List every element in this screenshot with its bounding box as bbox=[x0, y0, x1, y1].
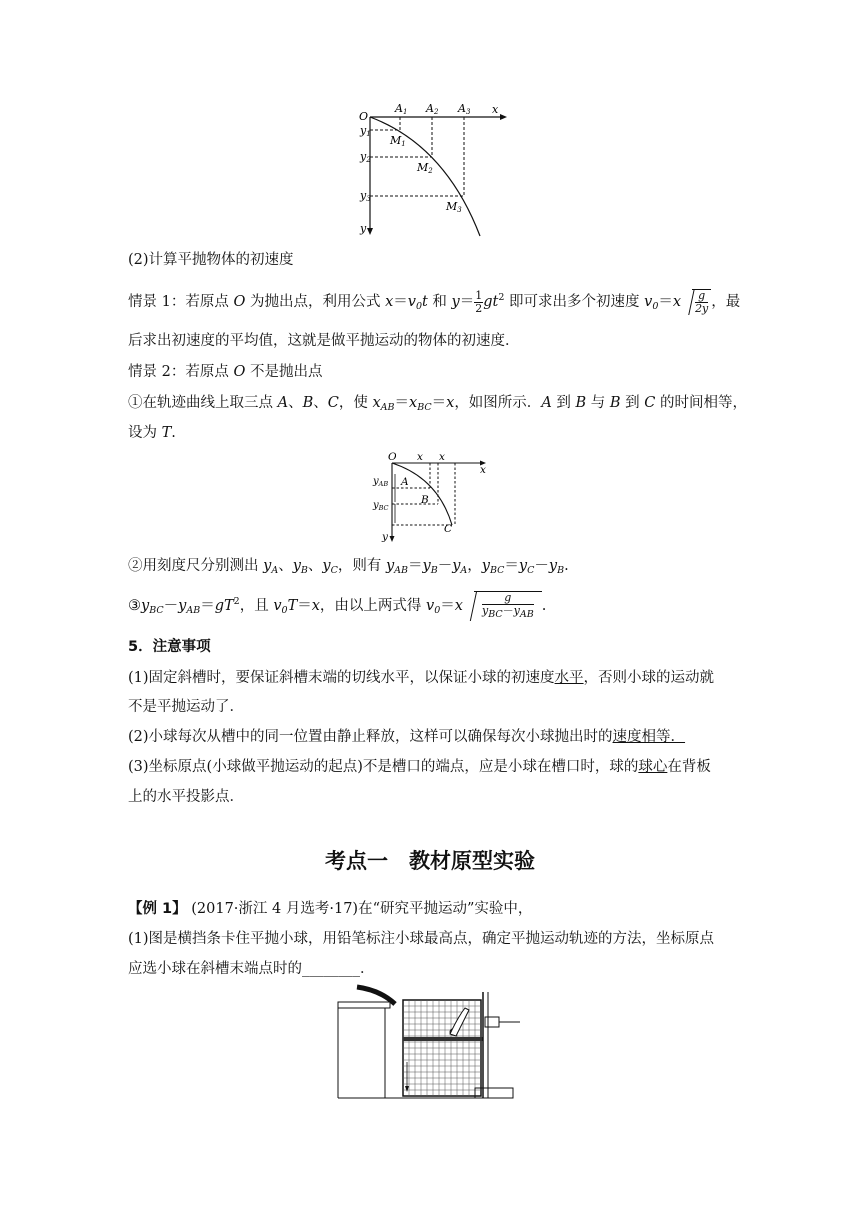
fig2-point-a: A bbox=[401, 476, 409, 488]
section-heading: 考点一 教材原型实验 bbox=[325, 849, 535, 873]
trajectory-figure-2 bbox=[368, 448, 498, 548]
fig1-label-a1: A1 bbox=[395, 102, 408, 116]
para-compute-v0: (2)计算平抛物体的初速度 bbox=[128, 252, 294, 268]
fig1-label-m2: M2 bbox=[417, 161, 433, 175]
sqrt-g-over-ybc-minus-yab: $\frac{g}{\text{yBC－yAB}}$ bbox=[463, 591, 542, 621]
example-1-q1-cont: 应选小球在斜槽末端点时的________． bbox=[128, 961, 375, 977]
para-step-2: ②用刻度尺分别测出 $y_A$、$y_B$、$y_C$，则有 $y_{AB}=y_B-y_A$，$y_{BC}=y_C-y_B$. bbox=[128, 558, 569, 576]
fig1-label-y1: y1 bbox=[360, 124, 371, 138]
fig2-y-axis-label: y bbox=[382, 531, 388, 543]
fig1-label-y2: y2 bbox=[360, 150, 371, 164]
fig2-label-ybc: $y_{BC}$ bbox=[373, 500, 389, 512]
fig1-label-m1: M1 bbox=[390, 134, 406, 148]
para-step-1-cont: 设为 T. bbox=[128, 425, 176, 441]
fig2-label-yab: $y_{AB}$ bbox=[373, 476, 389, 488]
fig2-point-b: B bbox=[421, 494, 429, 506]
example-tag: 【例 1】 bbox=[128, 901, 187, 917]
para-scenario-1: 情景 1：若原点 O 为抛出点，利用公式 $x=v_0t$ 和 y＝ $\frac{1}{2}$ $gt^2$ 即可求出多个初速度 $v_0=x$ $\frac{g}{2y}$ ，最 bbox=[128, 288, 741, 315]
fig1-origin: O bbox=[359, 110, 369, 123]
fig1-x-axis-label: x bbox=[492, 103, 499, 116]
fig1-y-axis-label: y bbox=[360, 222, 367, 235]
fraction-half: $\frac{1}{2}$ bbox=[475, 288, 483, 315]
fig2-x-axis-label: x bbox=[480, 464, 486, 476]
note-2: (2)小球每次从槽中的同一位置由静止释放，这样可以确保每次小球抛出时的速度相等． bbox=[128, 729, 686, 745]
example-1-q1: (1)图是横挡条卡住平抛小球，用铅笔标注小球最高点，确定平抛运动轨迹的方法，坐标原点 bbox=[128, 931, 715, 947]
answer-blank[interactable]: ________ bbox=[302, 961, 360, 977]
fig1-label-a3: A3 bbox=[458, 102, 471, 116]
para-scenario-1-cont: 后求出初速度的平均值，这就是做平抛运动的物体的初速度． bbox=[128, 333, 520, 349]
fig1-label-a2: A2 bbox=[426, 102, 439, 116]
fig2-x-mark-1: x bbox=[417, 451, 423, 463]
sqrt-g-over-2y: $\frac{g}{2y}$ bbox=[681, 289, 711, 315]
note-3-cont: 上的水平投影点． bbox=[128, 789, 244, 805]
note-1: (1)固定斜槽时，要保证斜槽末端的切线水平，以保证小球的初速度水平，否则小球的运动就 bbox=[128, 670, 715, 686]
section-notes-title: 5．注意事项 bbox=[128, 639, 211, 655]
para-step-1: ①在轨迹曲线上取三点 A、B、C，使 $x_{AB}=x_{BC}=x$，如图所示．A 到 B 与 B 到 C 的时间相等， bbox=[128, 395, 747, 413]
fig2-point-c: C bbox=[444, 523, 453, 535]
fig2-origin: O bbox=[388, 451, 397, 463]
example-1-intro: 【例 1】 (2017·浙江 4 月选考·17)在“研究平抛运动”实验中， bbox=[128, 901, 533, 917]
fig1-label-m3: M3 bbox=[446, 200, 462, 214]
note-1-cont: 不是平抛运动了． bbox=[128, 699, 244, 715]
apparatus-figure bbox=[335, 982, 525, 1107]
trajectory-figure-1 bbox=[355, 100, 515, 240]
para-scenario-2: 情景 2：若原点 O 不是抛出点 bbox=[128, 364, 323, 380]
para-step-3: $③y_{BC}-y_{AB}=gT^2$，且 $v_0T=x$，由以上两式得 $v_0=x$ $\frac{g}{\text{yBC－yAB}}$ . bbox=[128, 591, 547, 620]
note-3: (3)坐标原点(小球做平抛运动的起点)不是槽口的端点，应是小球在槽口时，球的球心在背板 bbox=[128, 759, 711, 775]
fig1-label-y3: y3 bbox=[360, 189, 371, 203]
fig2-x-mark-2: x bbox=[439, 451, 445, 463]
